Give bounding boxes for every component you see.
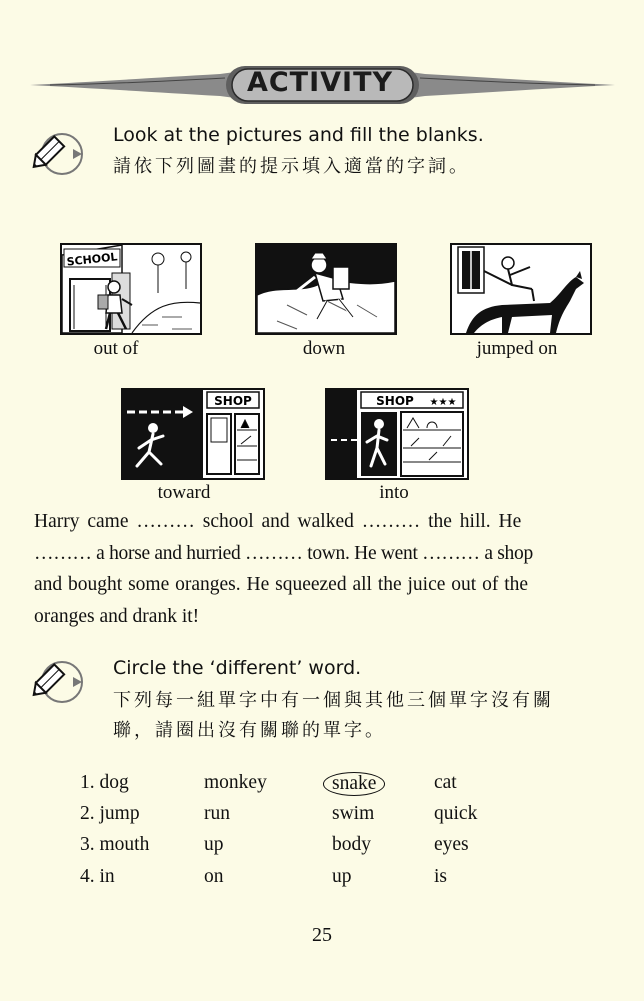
word-item: 1. dog	[80, 772, 129, 793]
word-item: body	[332, 834, 371, 855]
caption-into: into	[379, 482, 409, 503]
word-item: 3. mouth	[80, 834, 150, 855]
svg-text:SHOP: SHOP	[214, 394, 252, 408]
word-item: up	[332, 866, 352, 887]
instruction-zh-line1: 下列每一組單字中有一個與其他三個單字沒有關	[113, 690, 554, 711]
picture-jumped-on-horse	[450, 243, 592, 335]
caption-jumped-on: jumped on	[476, 338, 558, 359]
word-item: eyes	[434, 834, 469, 855]
page-number: 25	[312, 924, 332, 946]
pencil-icon	[32, 130, 84, 178]
instruction-en: Look at the pictures and fill the blanks.	[113, 124, 484, 146]
caption-toward: toward	[157, 482, 211, 503]
svg-text:★★★: ★★★	[429, 397, 457, 408]
word-item: 2. jump	[80, 803, 140, 824]
picture-into-shop	[325, 388, 469, 480]
picture-toward-shop	[121, 388, 265, 480]
man-walking-into-shop-icon	[327, 390, 467, 478]
word-item: up	[204, 834, 224, 855]
caption-out-of: out of	[93, 338, 139, 359]
instruction-en: Circle the ‘different’ word.	[113, 657, 362, 679]
picture-down-the-hill	[255, 243, 397, 335]
story-line: ……… a horse and hurried ……… town. He went ……… a shop	[34, 542, 533, 564]
circled-word: snake	[323, 772, 385, 796]
boy-leaving-school-icon	[62, 245, 200, 333]
story-paragraph	[34, 506, 609, 632]
story-line: and bought some oranges. He squeezed all the juice out of the	[34, 574, 529, 595]
word-item: cat	[434, 772, 457, 793]
instruction-zh-line2: 聯，請圈出沒有關聯的單字。	[113, 720, 386, 741]
svg-text:SCHOOL: SCHOOL	[66, 250, 119, 269]
story-line: Harry came ……… school and walked ……… the hill. He	[34, 511, 522, 532]
word-item: run	[204, 803, 230, 824]
story-line: oranges and drank it!	[34, 605, 200, 627]
man-climbing-down-hill-icon	[257, 245, 395, 333]
picture-out-of-school	[60, 243, 202, 335]
svg-text:SHOP: SHOP	[376, 394, 414, 408]
word-item: monkey	[204, 772, 267, 793]
pencil-icon	[32, 658, 84, 706]
man-running-toward-shop-icon	[123, 390, 263, 478]
word-item: on	[204, 866, 224, 887]
man-jumping-on-horse-icon	[452, 245, 590, 333]
activity-title: ACTIVITY	[246, 67, 394, 98]
word-item: is	[434, 866, 448, 887]
word-item: quick	[434, 803, 478, 824]
caption-down: down	[302, 338, 346, 359]
word-item: 4. in	[80, 866, 115, 887]
word-item: swim	[332, 803, 375, 824]
instruction-zh: 請依下列圖畫的提示填入適當的字詞。	[113, 156, 470, 177]
